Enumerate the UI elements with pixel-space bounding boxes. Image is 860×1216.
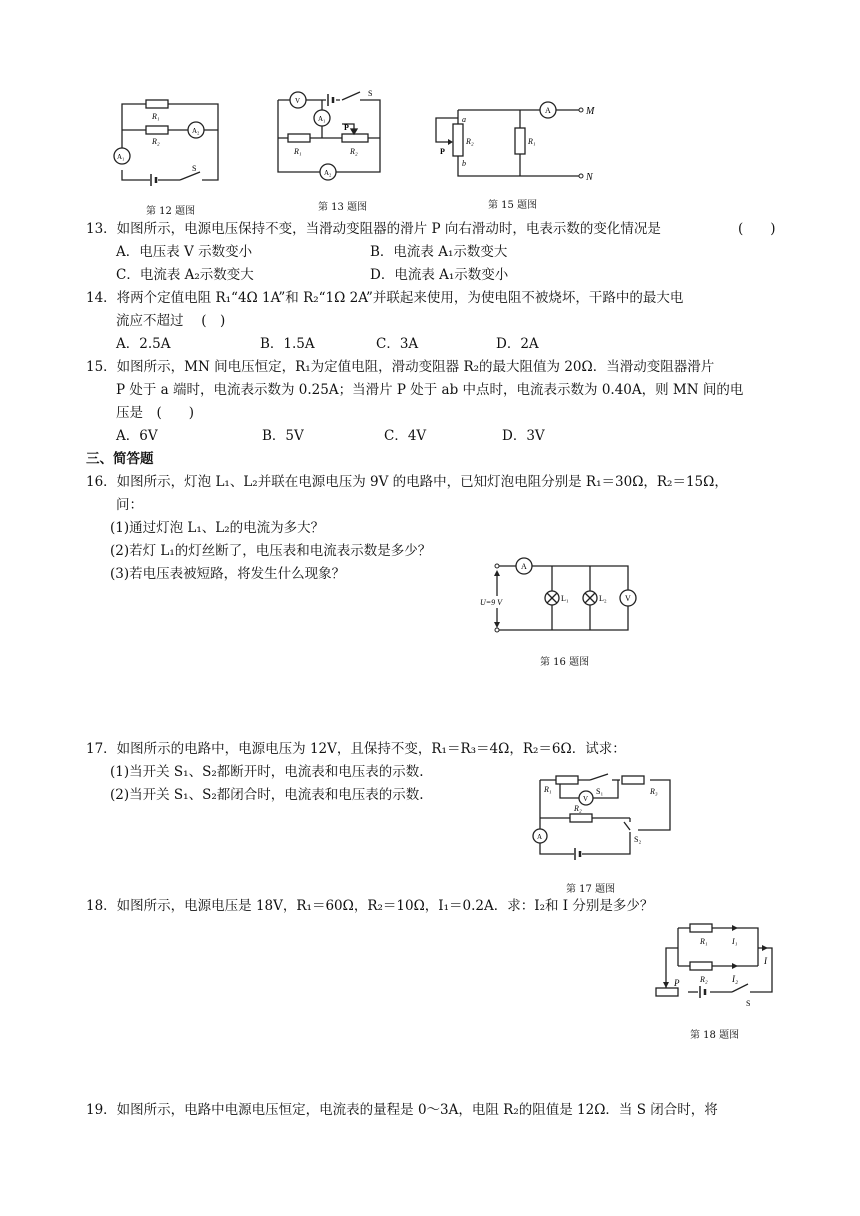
svg-text:a: a: [462, 115, 466, 124]
battery: [574, 848, 582, 860]
figure-17-circuit: [530, 770, 680, 864]
q18-line-1: 18．如图所示，电源电压是 18V，R₁＝60Ω，R₂＝10Ω，I₁＝0.2A．求：I₂和 I 分别是多少？: [86, 898, 654, 914]
svg-text:R₁: R₁: [294, 147, 302, 156]
svg-text:I₁: I₁: [732, 937, 738, 946]
q14-line-1: 14．将两个定值电阻 R₁“4Ω 1A”和 R₂“1Ω 2A”并联起来使用，为使电阻不被烧坏，干路中的最大电: [86, 290, 684, 306]
figure-16-circuit: [478, 556, 643, 638]
svg-text:U=9 V: U=9 V: [480, 598, 503, 607]
svg-text:P: P: [440, 147, 445, 156]
q13-paren: ( ): [738, 221, 776, 237]
resistor-r1: [556, 776, 578, 784]
svg-text:S: S: [746, 999, 751, 1008]
q14-line-2: 流应不超过 ( ): [116, 313, 226, 329]
svg-text:R₂: R₂: [574, 804, 582, 813]
section-heading: 三、简答题: [86, 451, 154, 467]
svg-text:R₂: R₂: [700, 975, 708, 984]
q15-option-d: D．3V: [502, 428, 545, 444]
svg-text:R₁: R₁: [544, 785, 552, 794]
q16-sub-2: (2)若灯 L₁的灯丝断了，电压表和电流表示数是多少？: [110, 543, 432, 559]
rheostat-r2: [453, 124, 463, 156]
svg-text:S₂: S₂: [634, 835, 642, 844]
figure-13-caption: 第 13 题图: [318, 202, 368, 213]
resistor-r2: [570, 814, 592, 822]
svg-text:S: S: [368, 89, 373, 98]
slider-p: [663, 982, 669, 988]
svg-text:A₂: A₂: [324, 169, 332, 177]
q13-option-c: C．电流表 A₂示数变大: [116, 267, 254, 283]
q16-line-2: 问：: [116, 497, 143, 513]
switch-s: [180, 172, 202, 182]
q15-option-b: B．5V: [262, 428, 304, 444]
svg-text:R₂: R₂: [350, 147, 358, 156]
q14-option-c: C．3A: [376, 336, 419, 352]
q13-option-a: A．电压表 V 示数变小: [116, 244, 253, 260]
switch-s2: [624, 822, 638, 832]
battery: [698, 986, 708, 998]
svg-text:R₂: R₂: [152, 137, 160, 146]
q17-sub-2: (2)当开关 S₁、S₂都闭合时，电流表和电压表的示数.: [110, 787, 424, 803]
q13-option-b: B．电流表 A₁示数变大: [370, 244, 508, 260]
svg-text:L₁: L₁: [561, 594, 569, 603]
resistor-r2: [146, 126, 168, 134]
q19-line-1: 19．如图所示，电路中电源电压恒定，电流表的量程是 0～3A，电阻 R₂的阻值是 12Ω．当 S 闭合时，将: [86, 1102, 718, 1118]
svg-text:A₂: A₂: [192, 127, 200, 135]
q15-line-1: 15．如图所示，MN 间电压恒定，R₁为定值电阻，滑动变阻器 R₂的最大阻值为 20Ω．当滑动变阻器滑片: [86, 359, 715, 375]
rheostat: [656, 988, 678, 996]
svg-text:A: A: [545, 106, 551, 115]
q17-sub-1: (1)当开关 S₁、S₂都断开时，电流表和电压表的示数.: [110, 764, 424, 780]
figure-15-circuit: [430, 96, 605, 186]
svg-text:R₁: R₁: [152, 112, 160, 121]
figure-13-circuit: [270, 86, 405, 186]
svg-text:V: V: [625, 594, 631, 603]
figure-18-caption: 第 18 题图: [690, 1030, 740, 1041]
svg-text:A₁: A₁: [318, 115, 326, 123]
resistor-r1: [288, 134, 310, 142]
q17-line-1: 17．如图所示的电路中，电源电压为 12V，且保持不变，R₁＝R₃＝4Ω，R₂＝6Ω．试求：: [86, 741, 626, 757]
resistor-r1: [690, 924, 712, 932]
terminal-m: [579, 108, 583, 112]
q14-option-b: B．1.5A: [260, 336, 315, 352]
svg-text:R₁: R₁: [700, 937, 708, 946]
svg-text:S₁: S₁: [596, 787, 604, 796]
q13-option-d: D．电流表 A₁示数变小: [370, 267, 509, 283]
svg-text:P: P: [344, 123, 349, 132]
q15-line-3: 压是 ( ): [116, 405, 195, 421]
switch-s: [732, 984, 748, 992]
resistor-r1: [146, 100, 168, 108]
svg-text:S: S: [192, 164, 197, 173]
figure-18-circuit: [650, 916, 780, 1008]
q16-sub-3: (3)若电压表被短路，将发生什么现象？: [110, 566, 346, 582]
svg-text:R₁: R₁: [528, 137, 536, 146]
figure-12-caption: 第 12 题图: [146, 206, 196, 217]
figure-17-caption: 第 17 题图: [566, 884, 616, 895]
q14-option-a: A．2.5A: [116, 336, 171, 352]
svg-text:V: V: [583, 795, 589, 803]
figure-12-circuit: [108, 92, 233, 192]
switch-s: [342, 92, 360, 104]
svg-text:A: A: [521, 562, 527, 571]
q15-option-a: A．6V: [116, 428, 158, 444]
svg-text:A: A: [537, 833, 543, 841]
q15-option-c: C．4V: [384, 428, 427, 444]
svg-text:A₁: A₁: [117, 153, 125, 161]
svg-text:N: N: [586, 172, 593, 183]
slider-p: [448, 139, 453, 145]
lamp-l1: [545, 591, 559, 605]
resistor-r2: [690, 962, 712, 970]
resistor-r1: [515, 128, 525, 154]
svg-text:b: b: [462, 159, 466, 168]
svg-text:I₂: I₂: [732, 974, 739, 984]
svg-text:I: I: [764, 956, 767, 966]
rheostat-r2: [342, 134, 368, 142]
terminal-n: [579, 174, 583, 178]
svg-text:V: V: [295, 97, 301, 105]
svg-text:L₂: L₂: [599, 594, 607, 603]
svg-text:P: P: [674, 978, 680, 988]
figure-15-caption: 第 15 题图: [488, 200, 538, 211]
svg-text:R₂: R₂: [466, 137, 474, 146]
resistor-r3: [622, 776, 644, 784]
q16-sub-1: (1)通过灯泡 L₁、L₂的电流为多大？: [110, 520, 325, 536]
q15-line-2: P 处于 a 端时，电流表示数为 0.25A；当滑片 P 处于 ab 中点时，电流表示数为 0.40A，则 MN 间的电: [116, 382, 744, 398]
figure-16-caption: 第 16 题图: [540, 657, 590, 668]
q13-stem: 13．如图所示，电源电压保持不变，当滑动变阻器的滑片 P 向右滑动时，电表示数的变化情况是: [86, 221, 661, 237]
svg-text:M: M: [586, 106, 595, 117]
lamp-l2: [583, 591, 597, 605]
switch-s1: [590, 772, 612, 786]
battery: [326, 94, 336, 106]
svg-text:R₃: R₃: [650, 787, 658, 796]
q16-line-1: 16．如图所示，灯泡 L₁、L₂并联在电源电压为 9V 的电路中，已知灯泡电阻分别是 R₁＝30Ω，R₂＝15Ω，: [86, 474, 728, 490]
battery: [150, 174, 158, 186]
q14-option-d: D．2A: [496, 336, 539, 352]
